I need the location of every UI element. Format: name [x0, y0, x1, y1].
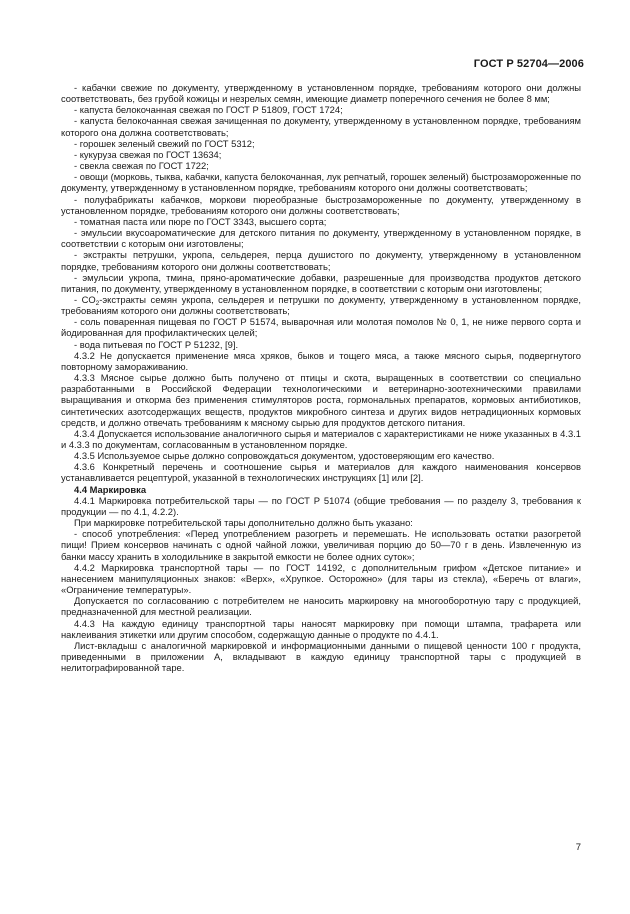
list-item-corn: - кукуруза свежая по ГОСТ 13634;: [74, 148, 222, 160]
clause-4-4-1: 4.4.1 Маркировка потребительской тары — по ГОСТ Р 51074 (общие требования — по разделу 3, требования к продукции — по 4.1, 4.2.2).: [61, 494, 581, 517]
co2-rest: -экстракты семян укропа, сельдерея и петрушки по документу, утвержденному в установленном порядке, требованиям которого они должны соответствовать;: [61, 293, 581, 317]
list-item-water: - вода питьевая по ГОСТ Р 51232, [9].: [74, 338, 239, 350]
list-item-tomato-paste: - томатная паста или пюре по ГОСТ 3343, высшего сорта;: [74, 215, 327, 227]
reusable-tare-note: Допускается по согласованию с потребителем не наносить маркировку на многооборотную тару с продукцией, предназначенной для местной реализации.: [61, 595, 581, 618]
clause-4-3-3: 4.3.3 Мясное сырье должно быть получено от птицы и скота, выращенных в соответствии со специально разработанными в Российской Федерации технологическими и ветеринарно-зоотехническими правилами выращивания и откорма без применения стимуляторов роста, гормональных препаратов, кормовых антибиотиков, синтетических азотсодержащих веществ, продуктов микробного синтеза и других видов нетрадиционных кормовых средств, и должно отвечать требованиям к мясному сырью для продуктов детского питания.: [61, 372, 581, 428]
co2-prefix: - CO: [74, 293, 96, 305]
list-item-flavor-emulsions: - эмульсии вкусоароматические для детского питания по документу, утвержденному в установленном порядке, в соответствии с которым они изготовлены;: [61, 227, 581, 250]
usage-instructions: - способ употребления: «Перед употреблением разогреть и перемешать. Не использовать остатки разогретой пищи! Прием консервов начинать с одной чайной ложки, увеличивая порцию до 50—70 г в день. Извлеченную из банки массу хранить в холодильнике в закрытой емкости не более одних суток»;: [61, 528, 581, 562]
list-item-zucchini: - кабачки свежие по документу, утвержденному в установленном порядке, требованиям которого они должны соответствовать, без грубой кожицы и незрелых семян, имеющие диаметр поперечного сечения не более 8 мм;: [61, 82, 581, 105]
list-item-dill-emulsions: - эмульсии укропа, тмина, пряно-ароматические добавки, разрешенные для производства продуктов детского питания, по документу, утвержденному в установленном порядке, в соответствии с которым они изготовлены;: [61, 271, 581, 294]
document-body: [61, 82, 581, 673]
list-item-salt: - соль поваренная пищевая по ГОСТ Р 51574, выварочная или молотая помолов № 0, 1, не ниже первого сорта и йодированная для профилактических целей;: [61, 316, 581, 339]
standard-header: ГОСТ Р 52704—2006: [473, 58, 584, 70]
co2-subscript: 2: [95, 299, 100, 307]
list-item-co2-extracts: [61, 294, 581, 316]
list-item-cabbage: - капуста белокочанная свежая по ГОСТ Р 51809, ГОСТ 1724;: [74, 104, 343, 116]
insert-sheet-note: Лист-вкладыш с аналогичной маркировкой и информационными данными о пищевой ценности 100 г продукта, приведенными в приложении А, вкладывают в каждую единицу транспортной тары с продукцией в нелитографированной таре.: [61, 639, 581, 674]
page-number: 7: [575, 842, 581, 853]
list-item-semi-finished: - полуфабрикаты кабачков, моркови пюреобразные быстрозамороженные по документу, утвержденному в установленном порядке, требованиям которого они должны соответствовать;: [61, 193, 581, 216]
clause-4-4-3: 4.4.3 На каждую единицу транспортной тары наносят маркировку при помощи штампа, трафарета или наклеивания этикетки или другим способом, содержащую данные о продукте по 4.4.1.: [61, 617, 581, 640]
clause-4-3-6: 4.3.6 Конкретный перечень и соотношение сырья и материалов для каждого наименования консервов устанавливается рецептурой, указанной в технологических инструкциях [1] или [2].: [61, 461, 581, 484]
section-title: 4.4 Маркировка: [74, 483, 147, 495]
list-item-beet: - свекла свежая по ГОСТ 1722;: [74, 160, 209, 172]
list-item-extracts: - экстракты петрушки, укропа, сельдерея, перца душистого по документу, утвержденному в установленном порядке, требованиям которого они должны соответствовать;: [61, 249, 581, 272]
list-item-frozen-vegetables: - овощи (морковь, тыква, кабачки, капуста белокочанная, лук репчатый, горошек зеленый) быстрозамороженные по документу, утвержденному в установленном порядке, требованиям которого они должны соответствовать;: [61, 171, 581, 194]
clause-4-3-5: 4.3.5 Используемое сырье должно сопровождаться документом, удостоверяющим его качество.: [74, 450, 495, 462]
clause-4-3-2: 4.3.2 Не допускается применение мяса хряков, быков и тощего мяса, а также мясного сырья, подвергнутого повторному замораживанию.: [61, 349, 581, 372]
list-item-cabbage-cleaned: - капуста белокочанная свежая зачищенная по документу, утвержденному в установленном порядке, требованиям которого она должна соответствовать;: [61, 115, 581, 138]
clause-4-3-4: 4.3.4 Допускается использование аналогичного сырья и материалов с характеристиками не ниже указанных в 4.3.1 и 4.3.3 по документам, согласованным в установленном порядке.: [61, 427, 581, 450]
consumer-marking-intro: При маркировке потребительской тары дополнительно должно быть указано:: [74, 517, 413, 529]
clause-4-4-2: 4.4.2 Маркировка транспортной тары — по ГОСТ 14192, с дополнительным грифом «Детское питание» и нанесением манипуляционных знаков: «Верх», «Хрупкое. Осторожно» (для тары из стекла), «Беречь от влаги», «Ограничение температуры».: [61, 561, 581, 596]
list-item-green-peas: - горошек зеленый свежий по ГОСТ 5312;: [74, 137, 255, 149]
